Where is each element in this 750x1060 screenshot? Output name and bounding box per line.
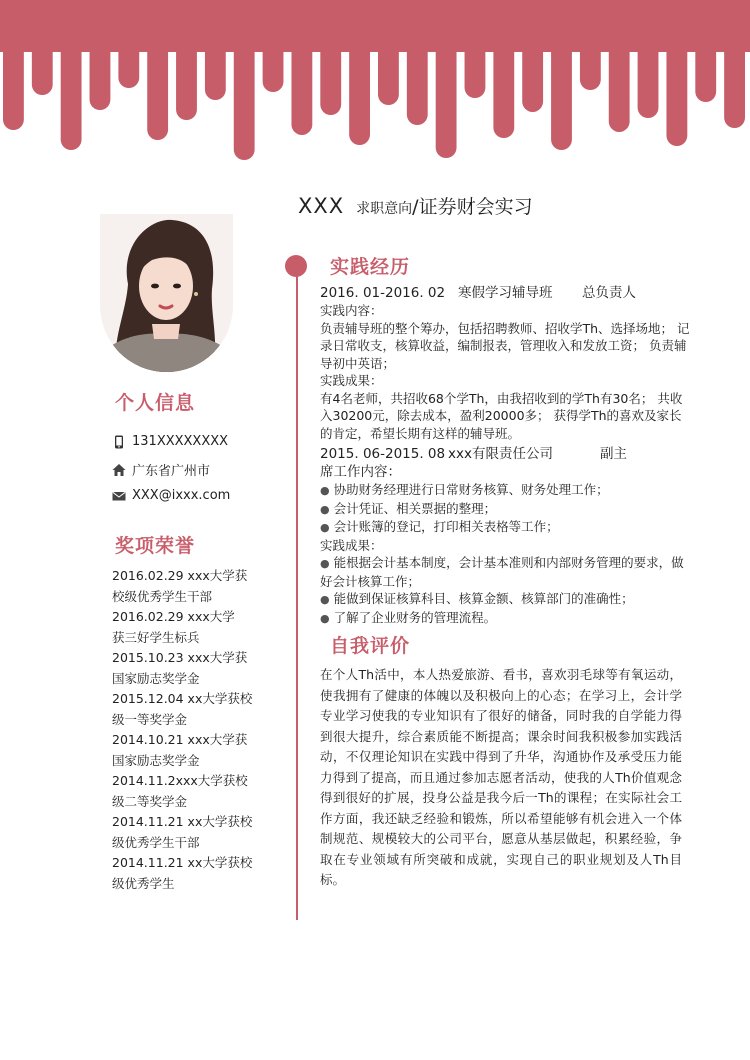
experience-item-1 xyxy=(320,284,692,442)
phone-icon xyxy=(112,435,126,449)
drip xyxy=(638,40,659,118)
experience-date: 2015. 06-2015. 08 xyxy=(320,446,446,462)
result-item: ● 能根据会计基本制度，会计基本准则和内部财务管理的要求，做好会计核算工作； xyxy=(320,554,692,590)
drip xyxy=(465,40,486,98)
experience-role-continued: 席工作内容： xyxy=(320,464,401,480)
award-line: 获三好学生标兵 xyxy=(112,629,200,645)
phone-number: 131XXXXXXXX xyxy=(132,434,229,449)
personal-info-heading: 个人信息 xyxy=(115,392,196,414)
timeline-line xyxy=(296,266,298,920)
drip xyxy=(3,40,24,130)
drip xyxy=(666,40,687,146)
address: 广东省广州市 xyxy=(132,464,211,479)
award-line: 级二等奖学金 xyxy=(112,793,188,809)
contact-phone xyxy=(112,434,228,449)
header-drip-decoration xyxy=(0,0,750,165)
experience-item-2 xyxy=(320,445,692,627)
award-line: 级优秀学生干部 xyxy=(112,834,200,850)
award-line: 国家励志奖学金 xyxy=(112,670,200,686)
drip xyxy=(320,40,341,115)
home-icon xyxy=(112,463,126,477)
experience-role: 总负责人 xyxy=(582,285,636,301)
drip xyxy=(609,40,630,132)
contact-email xyxy=(112,488,230,503)
result-text: 有4名老师，共招收68个学Th，由我招收到的学Th有30名； 共收入30200元，除去成本，盈利20000多； 获得学Th的喜欢及家长的肯定，希望长期有这样的辅导班。 xyxy=(320,390,683,441)
mail-icon xyxy=(112,489,126,503)
experience-header xyxy=(320,284,692,302)
duty-item: ● 会计凭证、相关票据的整理； xyxy=(320,500,692,519)
page-title xyxy=(298,192,718,219)
award-line: 级优秀学生 xyxy=(112,875,175,891)
drip xyxy=(291,40,312,135)
result-item: ● 了解了企业财务的管理流程。 xyxy=(320,609,692,628)
drip xyxy=(522,40,543,112)
award-line: 2015.12.04 xx大学获校 xyxy=(112,691,253,706)
award-line: 校级优秀学生干部 xyxy=(112,588,213,604)
timeline-dot xyxy=(285,255,307,277)
drip xyxy=(234,40,255,160)
drip xyxy=(32,40,53,95)
result-label: 实践成果： xyxy=(320,373,383,388)
experience-org: xxx有限责任公司 xyxy=(448,446,553,462)
duty-item: ● 协助财务经理进行日常财务核算、财务处理工作； xyxy=(320,481,692,500)
drip xyxy=(118,40,139,88)
drip xyxy=(176,40,197,120)
award-line: 2014.11.2xxx大学获校 xyxy=(112,773,248,788)
drip xyxy=(378,40,399,105)
content-label: 实践内容： xyxy=(320,303,383,318)
email-address: XXX@ixxx.com xyxy=(132,488,231,503)
drip xyxy=(147,40,168,140)
experience-header xyxy=(320,445,692,463)
drip xyxy=(90,40,111,110)
job-intent-label: 求职意向 xyxy=(356,201,413,217)
drip xyxy=(580,40,601,90)
content-text: 负责辅导班的整个筹办，包括招聘教师、招收学Th、选择场地； 记录日常收支，核算收益，编制报表，管理收入和发放工资； 负责辅导初中英语； xyxy=(320,320,690,371)
candidate-name: XXX xyxy=(298,194,345,218)
experience-role: 副主 xyxy=(600,446,627,462)
award-line: 2014.11.21 xx大学获校 xyxy=(112,855,253,870)
self-eval-heading: 自我评价 xyxy=(330,635,411,657)
result-label: 实践成果： xyxy=(320,537,383,553)
awards-list xyxy=(112,566,262,894)
awards-heading: 奖项荣誉 xyxy=(115,535,196,557)
experience-date: 2016. 01-2016. 02 xyxy=(320,285,446,301)
experience-org: 寒假学习辅导班 xyxy=(458,285,553,301)
drip xyxy=(407,40,428,125)
drip xyxy=(436,40,457,158)
award-line: 国家励志奖学金 xyxy=(112,752,200,768)
drip xyxy=(551,40,572,150)
drip xyxy=(263,40,284,92)
award-line: 2015.10.23 xxx大学获 xyxy=(112,650,248,665)
award-line: 2014.10.21 xxx大学获 xyxy=(112,732,248,747)
drip xyxy=(724,40,745,128)
award-line: 级一等奖学金 xyxy=(112,711,188,727)
result-item: ● 能做到保证核算科目、核算金额、核算部门的准确性； xyxy=(320,590,692,609)
self-eval-text: 在个人Th活中，本人热爱旅游、看书，喜欢羽毛球等有氧运动，使我拥有了健康的体魄以及积极向上的心态；在学习上，会计学专业学习使我的专业知识有了很好的储备，同时我的自学能力得到很大提升，综合素质能不断提高；课余时间我积极参加实践活动，不仅理论知识在实践中得到了升华，沟通协作及承受压力能力得到了提高，而且通过参加志愿者活动，使我的人Th价值观念得到很好的扩展，投身公益是我今后一Th的课程；在实际社会工作方面，我还缺乏经验和锻炼，所以希望能够有机会进入一个体制规范、规模较大的公司平台，愿意从基层做起，积累经验，争取在专业领域有所突破和成就，实现自己的职业规划及人Th目标。 xyxy=(320,667,682,887)
duty-item: ● 会计账簿的登记，打印相关表格等工作； xyxy=(320,518,692,537)
drip xyxy=(493,40,514,138)
drip xyxy=(61,40,82,150)
drip xyxy=(695,40,716,102)
profile-photo xyxy=(100,214,233,372)
drip xyxy=(205,40,226,100)
job-intent-value: /证券财会实习 xyxy=(412,196,533,218)
experience-heading: 实践经历 xyxy=(330,256,411,278)
award-line: 2016.02.29 xxx大学 xyxy=(112,609,235,624)
contact-address xyxy=(112,460,210,479)
drip xyxy=(349,40,370,145)
award-line: 2016.02.29 xxx大学获 xyxy=(112,568,248,583)
award-line: 2014.11.21 xx大学获校 xyxy=(112,814,253,829)
